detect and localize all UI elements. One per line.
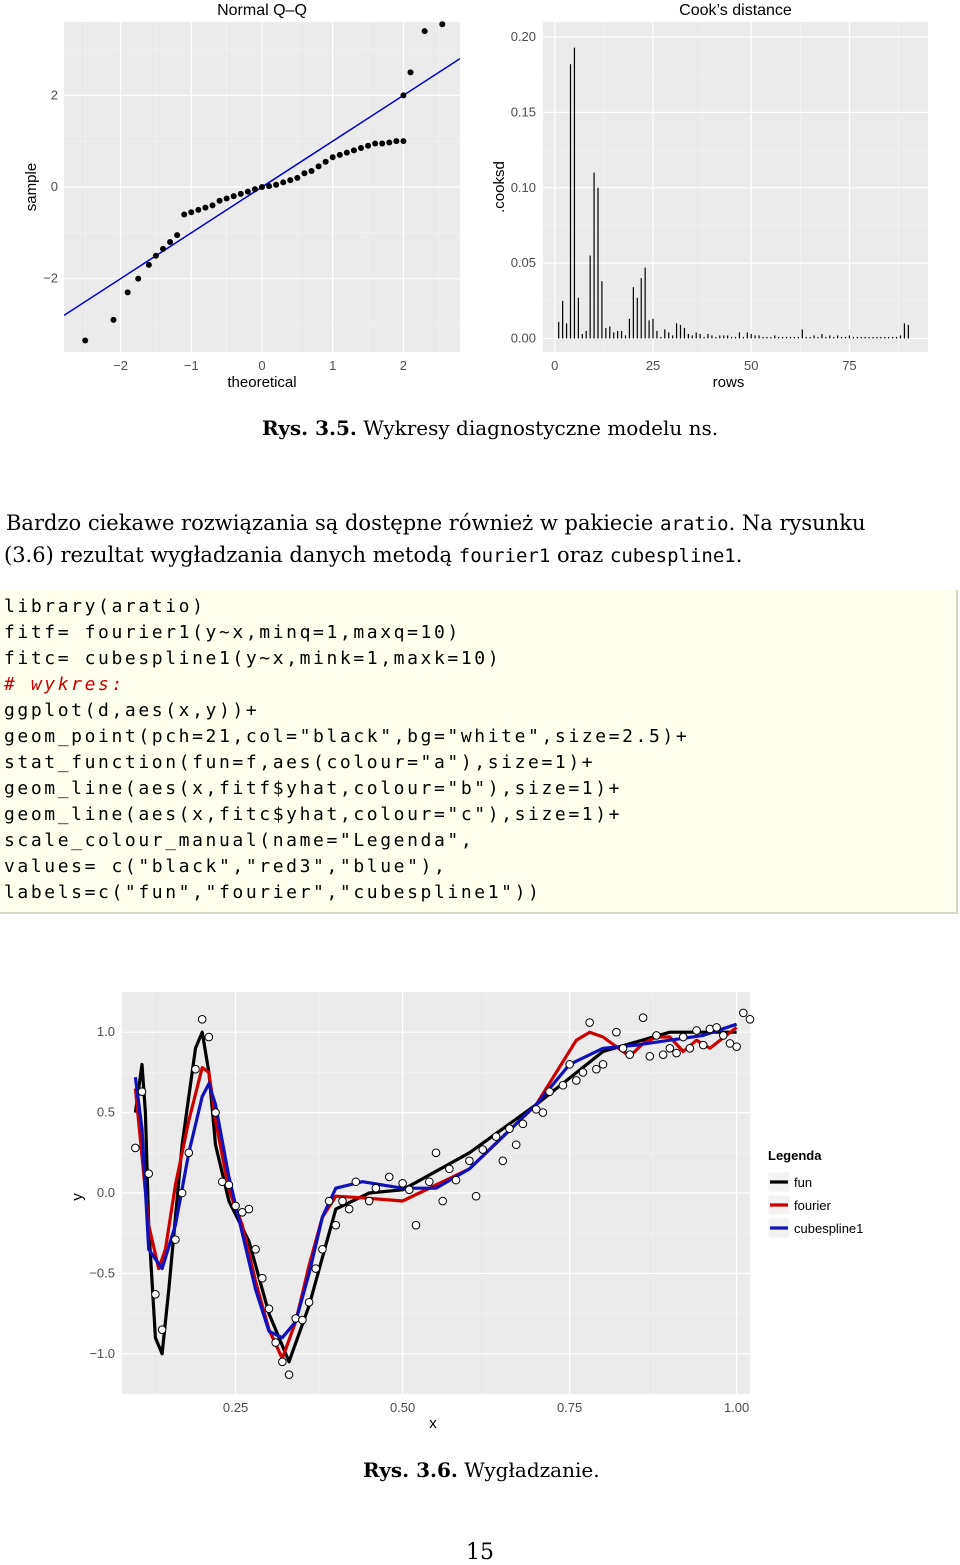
- qq-point: [379, 140, 385, 146]
- legend-title: Legenda: [768, 1148, 822, 1163]
- data-point: [399, 1180, 407, 1188]
- qq-point: [330, 154, 336, 160]
- qq-point: [245, 189, 251, 195]
- data-point: [325, 1197, 333, 1205]
- figure-3-6-label: Rys. 3.6.: [363, 1458, 458, 1482]
- qq-point: [393, 138, 399, 144]
- legend-label: cubespline1: [794, 1221, 864, 1236]
- data-point: [299, 1316, 307, 1324]
- data-point: [733, 1043, 741, 1051]
- qq-point: [365, 143, 371, 149]
- qq-point: [153, 253, 159, 259]
- y-tick-label: 0.15: [510, 104, 536, 120]
- data-point: [258, 1274, 266, 1282]
- qq-point: [174, 232, 180, 238]
- cooks-distance-panel: [491, 2, 928, 391]
- data-point: [225, 1181, 233, 1189]
- data-point: [599, 1061, 607, 1069]
- qq-plot-panel: [23, 2, 460, 391]
- qq-point: [181, 212, 187, 218]
- x-tick-label: 75: [842, 358, 857, 373]
- qq-point: [400, 92, 406, 98]
- data-point: [178, 1189, 186, 1197]
- data-point: [559, 1081, 567, 1089]
- x-axis-label: x: [429, 1415, 437, 1432]
- data-point: [579, 1069, 587, 1077]
- y-tick-label: 2: [50, 87, 58, 103]
- qq-point: [344, 150, 350, 156]
- data-point: [653, 1032, 661, 1040]
- x-tick-label: 1.00: [723, 1400, 750, 1415]
- data-point: [626, 1051, 634, 1059]
- figure-3-5-text: Wykresy diagnostyczne modelu ns.: [363, 416, 719, 440]
- data-point: [185, 1149, 193, 1157]
- data-point: [539, 1109, 547, 1117]
- y-tick-label: 0.00: [510, 330, 536, 346]
- qq-point: [273, 182, 279, 188]
- y-tick-label: 0.10: [510, 179, 536, 195]
- data-point: [466, 1157, 474, 1165]
- data-point: [172, 1236, 180, 1244]
- x-tick-label: 0: [551, 358, 559, 373]
- y-tick-label: −0.5: [89, 1265, 115, 1281]
- paragraph-text-1b: . Na rysunku: [728, 511, 866, 535]
- figure-3-5-caption: [262, 416, 718, 440]
- data-point: [132, 1144, 140, 1152]
- plot-background: [543, 22, 928, 352]
- paragraph-text-2b: oraz: [550, 543, 610, 567]
- data-point: [566, 1061, 574, 1069]
- data-point: [572, 1077, 580, 1085]
- qq-point: [188, 209, 194, 215]
- x-tick-label: −2: [113, 358, 128, 373]
- qq-point: [408, 69, 414, 75]
- qq-point: [280, 179, 286, 185]
- data-point: [686, 1044, 694, 1052]
- qq-point: [323, 159, 329, 165]
- code-line: geom_line(aes(x,fitf$yhat,colour="b"),size=1)+: [4, 778, 623, 799]
- code-line: ggplot(d,aes(x,y))+: [4, 700, 260, 721]
- figure-3-6: [0, 980, 960, 1440]
- data-point: [646, 1053, 654, 1061]
- qq-point: [160, 246, 166, 252]
- data-point: [319, 1245, 327, 1253]
- code-line: stat_function(fun=f,aes(colour="a"),size=1)+: [4, 752, 596, 773]
- data-point: [512, 1141, 520, 1149]
- data-point: [272, 1339, 280, 1347]
- data-point: [365, 1197, 373, 1205]
- x-tick-label: 0.50: [389, 1400, 416, 1415]
- data-point: [385, 1173, 393, 1181]
- inline-code-fourier1: fourier1: [458, 545, 551, 567]
- y-axis-label: sample: [23, 162, 40, 212]
- smoothing-plot-panel: [69, 992, 863, 1432]
- data-point: [446, 1165, 454, 1173]
- y-tick-label: −1.0: [89, 1345, 115, 1361]
- qq-point: [358, 145, 364, 151]
- figure-3-5: [0, 0, 960, 400]
- data-point: [198, 1016, 206, 1024]
- code-line: values= c("black","red3","blue"),: [4, 856, 448, 877]
- figure-3-6-text: Wygładzanie.: [464, 1458, 600, 1482]
- qq-point: [309, 168, 315, 174]
- data-point: [232, 1202, 240, 1210]
- x-axis-label: rows: [712, 374, 745, 391]
- qq-point: [294, 175, 300, 181]
- qq-point: [351, 147, 357, 153]
- qq-point: [266, 183, 272, 189]
- legend-label: fun: [794, 1175, 813, 1190]
- inline-code-aratio: aratio: [659, 513, 729, 535]
- qq-point: [422, 28, 428, 34]
- qq-point: [316, 163, 322, 169]
- y-tick-label: 0: [50, 179, 58, 194]
- data-point: [285, 1371, 293, 1379]
- qq-point: [202, 205, 208, 211]
- qq-point: [439, 21, 445, 27]
- data-point: [265, 1305, 273, 1313]
- qq-point: [167, 239, 173, 245]
- x-axis-label: theoretical: [227, 374, 297, 391]
- qq-point: [238, 191, 244, 197]
- x-tick-label: 2: [399, 358, 408, 373]
- y-tick-label: 1.0: [96, 1024, 115, 1040]
- qq-point: [259, 184, 265, 190]
- code-line: geom_line(aes(x,fitc$yhat,colour="c"),size=1)+: [4, 804, 623, 825]
- chart-title: Cook’s distance: [679, 2, 792, 19]
- code-comment: # wykres:: [4, 674, 125, 695]
- data-point: [666, 1044, 674, 1052]
- data-point: [659, 1051, 667, 1059]
- data-point: [345, 1205, 353, 1213]
- data-point: [693, 1027, 701, 1035]
- code-line: labels=c("fun","fourier","cubespline1")): [4, 882, 542, 903]
- data-point: [138, 1088, 146, 1096]
- data-point: [740, 1009, 748, 1017]
- data-point: [639, 1014, 647, 1022]
- data-point: [472, 1192, 480, 1200]
- data-point: [279, 1358, 287, 1366]
- qq-point: [252, 186, 258, 192]
- data-point: [679, 1033, 687, 1041]
- qq-point: [135, 276, 141, 282]
- y-axis-label: y: [69, 1193, 86, 1201]
- y-axis-label: .cooksd: [491, 161, 508, 213]
- data-point: [245, 1205, 253, 1213]
- data-point: [426, 1178, 434, 1186]
- figure-3-5-label: Rys. 3.5.: [262, 416, 357, 440]
- y-tick-label: 0.20: [510, 29, 536, 45]
- data-point: [192, 1065, 200, 1073]
- data-point: [145, 1170, 153, 1178]
- qq-point: [217, 198, 223, 204]
- paragraph-text-2a: (3.6) rezultat wygładzania danych metodą: [4, 543, 459, 567]
- chart-title: Normal Q–Q: [217, 2, 307, 19]
- x-tick-label: 0: [258, 358, 266, 373]
- inline-code-cubespline1: cubespline1: [609, 545, 736, 567]
- qq-point: [125, 289, 131, 295]
- figure-3-6-caption: [363, 1458, 600, 1482]
- paragraph-line-1: [6, 508, 865, 540]
- data-point: [499, 1157, 507, 1165]
- data-point: [619, 1044, 627, 1052]
- y-tick-label: 0.0: [96, 1185, 115, 1200]
- y-tick-label: 0.5: [96, 1104, 115, 1120]
- qq-point: [301, 170, 307, 176]
- qq-point: [400, 138, 406, 144]
- legend-label: fourier: [794, 1198, 831, 1213]
- code-line: library(aratio): [4, 596, 206, 617]
- qq-point: [82, 338, 88, 344]
- data-point: [405, 1186, 413, 1194]
- x-tick-label: 1: [329, 358, 337, 373]
- paragraph-text-1a: Bardzo ciekawe rozwiązania są dostępne również w pakiecie: [6, 511, 660, 535]
- data-point: [719, 1032, 727, 1040]
- data-point: [546, 1088, 554, 1096]
- x-tick-label: 50: [743, 358, 759, 373]
- data-point: [152, 1291, 160, 1299]
- data-point: [699, 1041, 707, 1049]
- qq-point: [287, 177, 293, 183]
- paragraph-text-2c: .: [735, 543, 743, 567]
- qq-point: [111, 317, 117, 323]
- code-line: scale_colour_manual(name="Legenda",: [4, 830, 475, 851]
- qq-point: [372, 140, 378, 146]
- y-tick-label: 0.05: [510, 255, 536, 271]
- data-point: [432, 1149, 440, 1157]
- data-point: [205, 1033, 213, 1041]
- data-point: [305, 1299, 313, 1307]
- data-point: [412, 1221, 420, 1229]
- data-point: [352, 1178, 360, 1186]
- qq-point: [386, 140, 392, 146]
- qq-point: [210, 202, 216, 208]
- data-point: [593, 1065, 601, 1073]
- qq-point: [146, 262, 152, 268]
- data-point: [492, 1133, 500, 1141]
- data-point: [332, 1221, 340, 1229]
- qq-point: [224, 195, 230, 201]
- qq-point: [337, 152, 343, 158]
- code-line: fitf= fourier1(y~x,minq=1,maxq=10): [4, 622, 461, 643]
- y-tick-label: −2: [43, 270, 58, 286]
- data-point: [673, 1049, 681, 1057]
- data-point: [312, 1265, 320, 1273]
- data-point: [252, 1245, 260, 1253]
- code-line: fitc= cubespline1(y~x,mink=1,maxk=10): [4, 648, 502, 669]
- data-point: [613, 1028, 621, 1036]
- data-point: [586, 1019, 594, 1027]
- x-tick-label: 0.75: [556, 1400, 583, 1415]
- data-point: [452, 1176, 460, 1184]
- paragraph-line-2: [4, 540, 742, 572]
- qq-point: [231, 193, 237, 199]
- data-point: [519, 1120, 527, 1128]
- data-point: [479, 1146, 487, 1154]
- data-point: [372, 1184, 380, 1192]
- data-point: [713, 1024, 721, 1032]
- data-point: [506, 1125, 514, 1133]
- x-tick-label: −1: [183, 358, 199, 373]
- code-listing: [0, 590, 958, 914]
- data-point: [746, 1016, 754, 1024]
- data-point: [158, 1326, 166, 1334]
- data-point: [339, 1197, 347, 1205]
- data-point: [212, 1109, 220, 1117]
- code-line: geom_point(pch=21,col="black",bg="white",size=2.5)+: [4, 726, 690, 747]
- page-number: 15: [466, 1540, 494, 1565]
- qq-point: [195, 207, 201, 213]
- x-tick-label: 25: [645, 358, 661, 373]
- x-tick-label: 0.25: [222, 1400, 249, 1415]
- data-point: [439, 1197, 447, 1205]
